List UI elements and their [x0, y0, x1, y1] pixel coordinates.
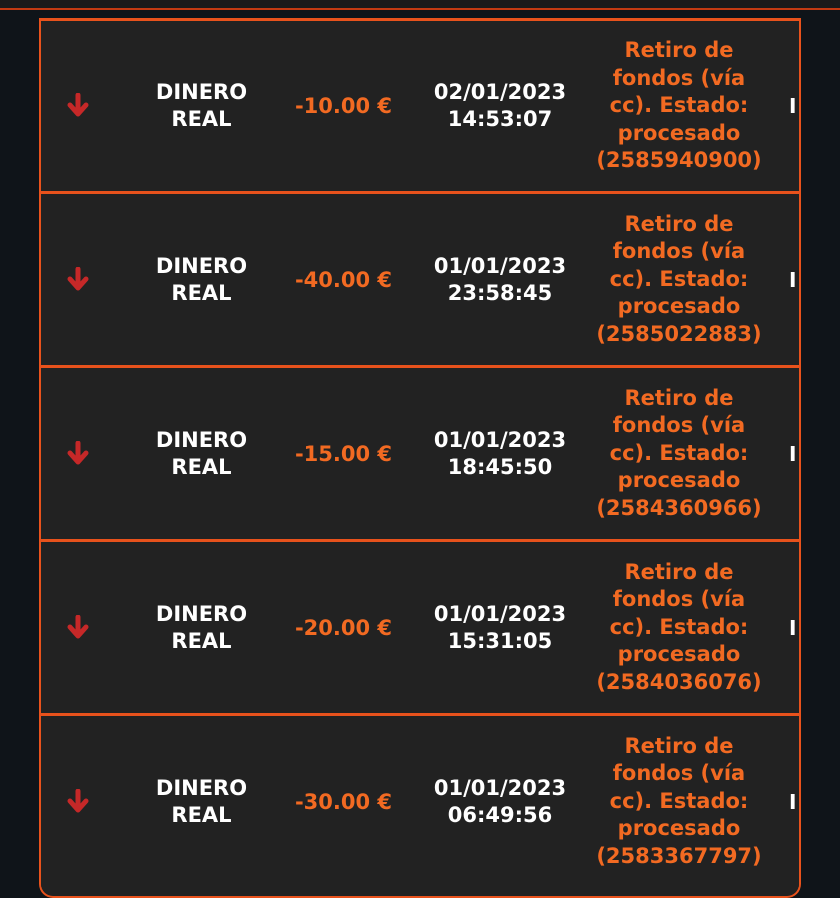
transaction-amount: -30.00 €: [294, 789, 393, 814]
transaction-row[interactable]: [41, 191, 799, 365]
description-line: Retiro de: [624, 733, 734, 758]
transaction-date: 01/01/2023: [433, 775, 567, 800]
transaction-datetime: [425, 716, 575, 887]
transaction-description: [589, 542, 769, 713]
transaction-row[interactable]: [41, 18, 799, 191]
transaction-time: 14:53:07: [447, 107, 553, 131]
transaction-datetime: [425, 194, 575, 365]
description-line: Retiro de: [624, 385, 734, 410]
truncated-column: I: [789, 789, 797, 814]
arrow-down-icon: [55, 542, 101, 713]
truncated-column: I: [789, 267, 797, 292]
balance-type-line: DINERO: [155, 253, 248, 278]
arrow-down-icon: [55, 716, 101, 887]
description-line: Retiro de: [624, 211, 734, 236]
arrow-down-icon: [55, 194, 101, 365]
transaction-time: 06:49:56: [447, 802, 553, 827]
arrow-down-icon: [55, 368, 101, 539]
description-line: Retiro de: [624, 38, 734, 63]
top-divider: [0, 0, 840, 10]
transaction-time: 23:58:45: [447, 280, 553, 305]
description-line: procesado: [617, 642, 741, 667]
description-line: procesado: [617, 294, 741, 319]
transaction-description: [589, 21, 769, 191]
transaction-row[interactable]: [41, 713, 799, 887]
description-line: fondos (vía: [612, 413, 746, 438]
description-line: fondos (vía: [612, 761, 746, 786]
transaction-date: 01/01/2023: [433, 427, 567, 452]
balance-type-line: REAL: [171, 280, 232, 305]
balance-type: [139, 21, 264, 191]
balance-type: [139, 194, 264, 365]
balance-type-line: DINERO: [155, 601, 248, 626]
transaction-datetime: [425, 368, 575, 539]
description-line: (2584036076): [596, 669, 762, 694]
description-line: procesado: [617, 120, 741, 145]
description-line: cc). Estado:: [609, 440, 749, 465]
transaction-datetime: [425, 21, 575, 191]
transaction-row[interactable]: [41, 365, 799, 539]
description-line: procesado: [617, 468, 741, 493]
balance-type: [139, 716, 264, 887]
description-line: cc). Estado:: [609, 614, 749, 639]
description-line: Retiro de: [624, 559, 734, 584]
description-line: (2585022883): [596, 321, 762, 346]
balance-type-line: REAL: [171, 454, 232, 479]
description-line: cc). Estado:: [609, 266, 749, 291]
transaction-amount: -15.00 €: [294, 441, 393, 466]
balance-type-line: DINERO: [155, 80, 248, 104]
description-line: fondos (vía: [612, 239, 746, 264]
description-line: cc). Estado:: [609, 788, 749, 813]
transaction-description: [589, 194, 769, 365]
transaction-description: [589, 368, 769, 539]
transactions-table: [39, 18, 801, 898]
transaction-date: 02/01/2023: [433, 80, 567, 104]
truncated-column: I: [789, 441, 797, 466]
transaction-date: 01/01/2023: [433, 601, 567, 626]
balance-type-line: DINERO: [155, 775, 248, 800]
transaction-amount: -40.00 €: [294, 267, 393, 292]
truncated-column: I: [789, 615, 797, 640]
description-line: (2584360966): [596, 495, 762, 520]
balance-type: [139, 542, 264, 713]
transaction-amount: -10.00 €: [294, 94, 393, 118]
balance-type-line: DINERO: [155, 427, 248, 452]
balance-type-line: REAL: [171, 628, 232, 653]
truncated-column: I: [789, 94, 797, 118]
balance-type: [139, 368, 264, 539]
balance-type-line: REAL: [171, 802, 232, 827]
description-line: (2583367797): [596, 843, 762, 868]
transaction-datetime: [425, 542, 575, 713]
transaction-time: 15:31:05: [447, 628, 553, 653]
balance-type-line: REAL: [171, 107, 232, 131]
description-line: cc). Estado:: [609, 93, 749, 118]
transaction-row[interactable]: [41, 539, 799, 713]
transaction-description: [589, 716, 769, 887]
description-line: fondos (vía: [612, 587, 746, 612]
description-line: procesado: [617, 816, 741, 841]
transaction-amount: -20.00 €: [294, 615, 393, 640]
arrow-down-icon: [55, 21, 101, 191]
transaction-time: 18:45:50: [447, 454, 553, 479]
description-line: fondos (vía: [612, 65, 746, 90]
transaction-date: 01/01/2023: [433, 253, 567, 278]
description-line: (2585940900): [596, 148, 762, 173]
